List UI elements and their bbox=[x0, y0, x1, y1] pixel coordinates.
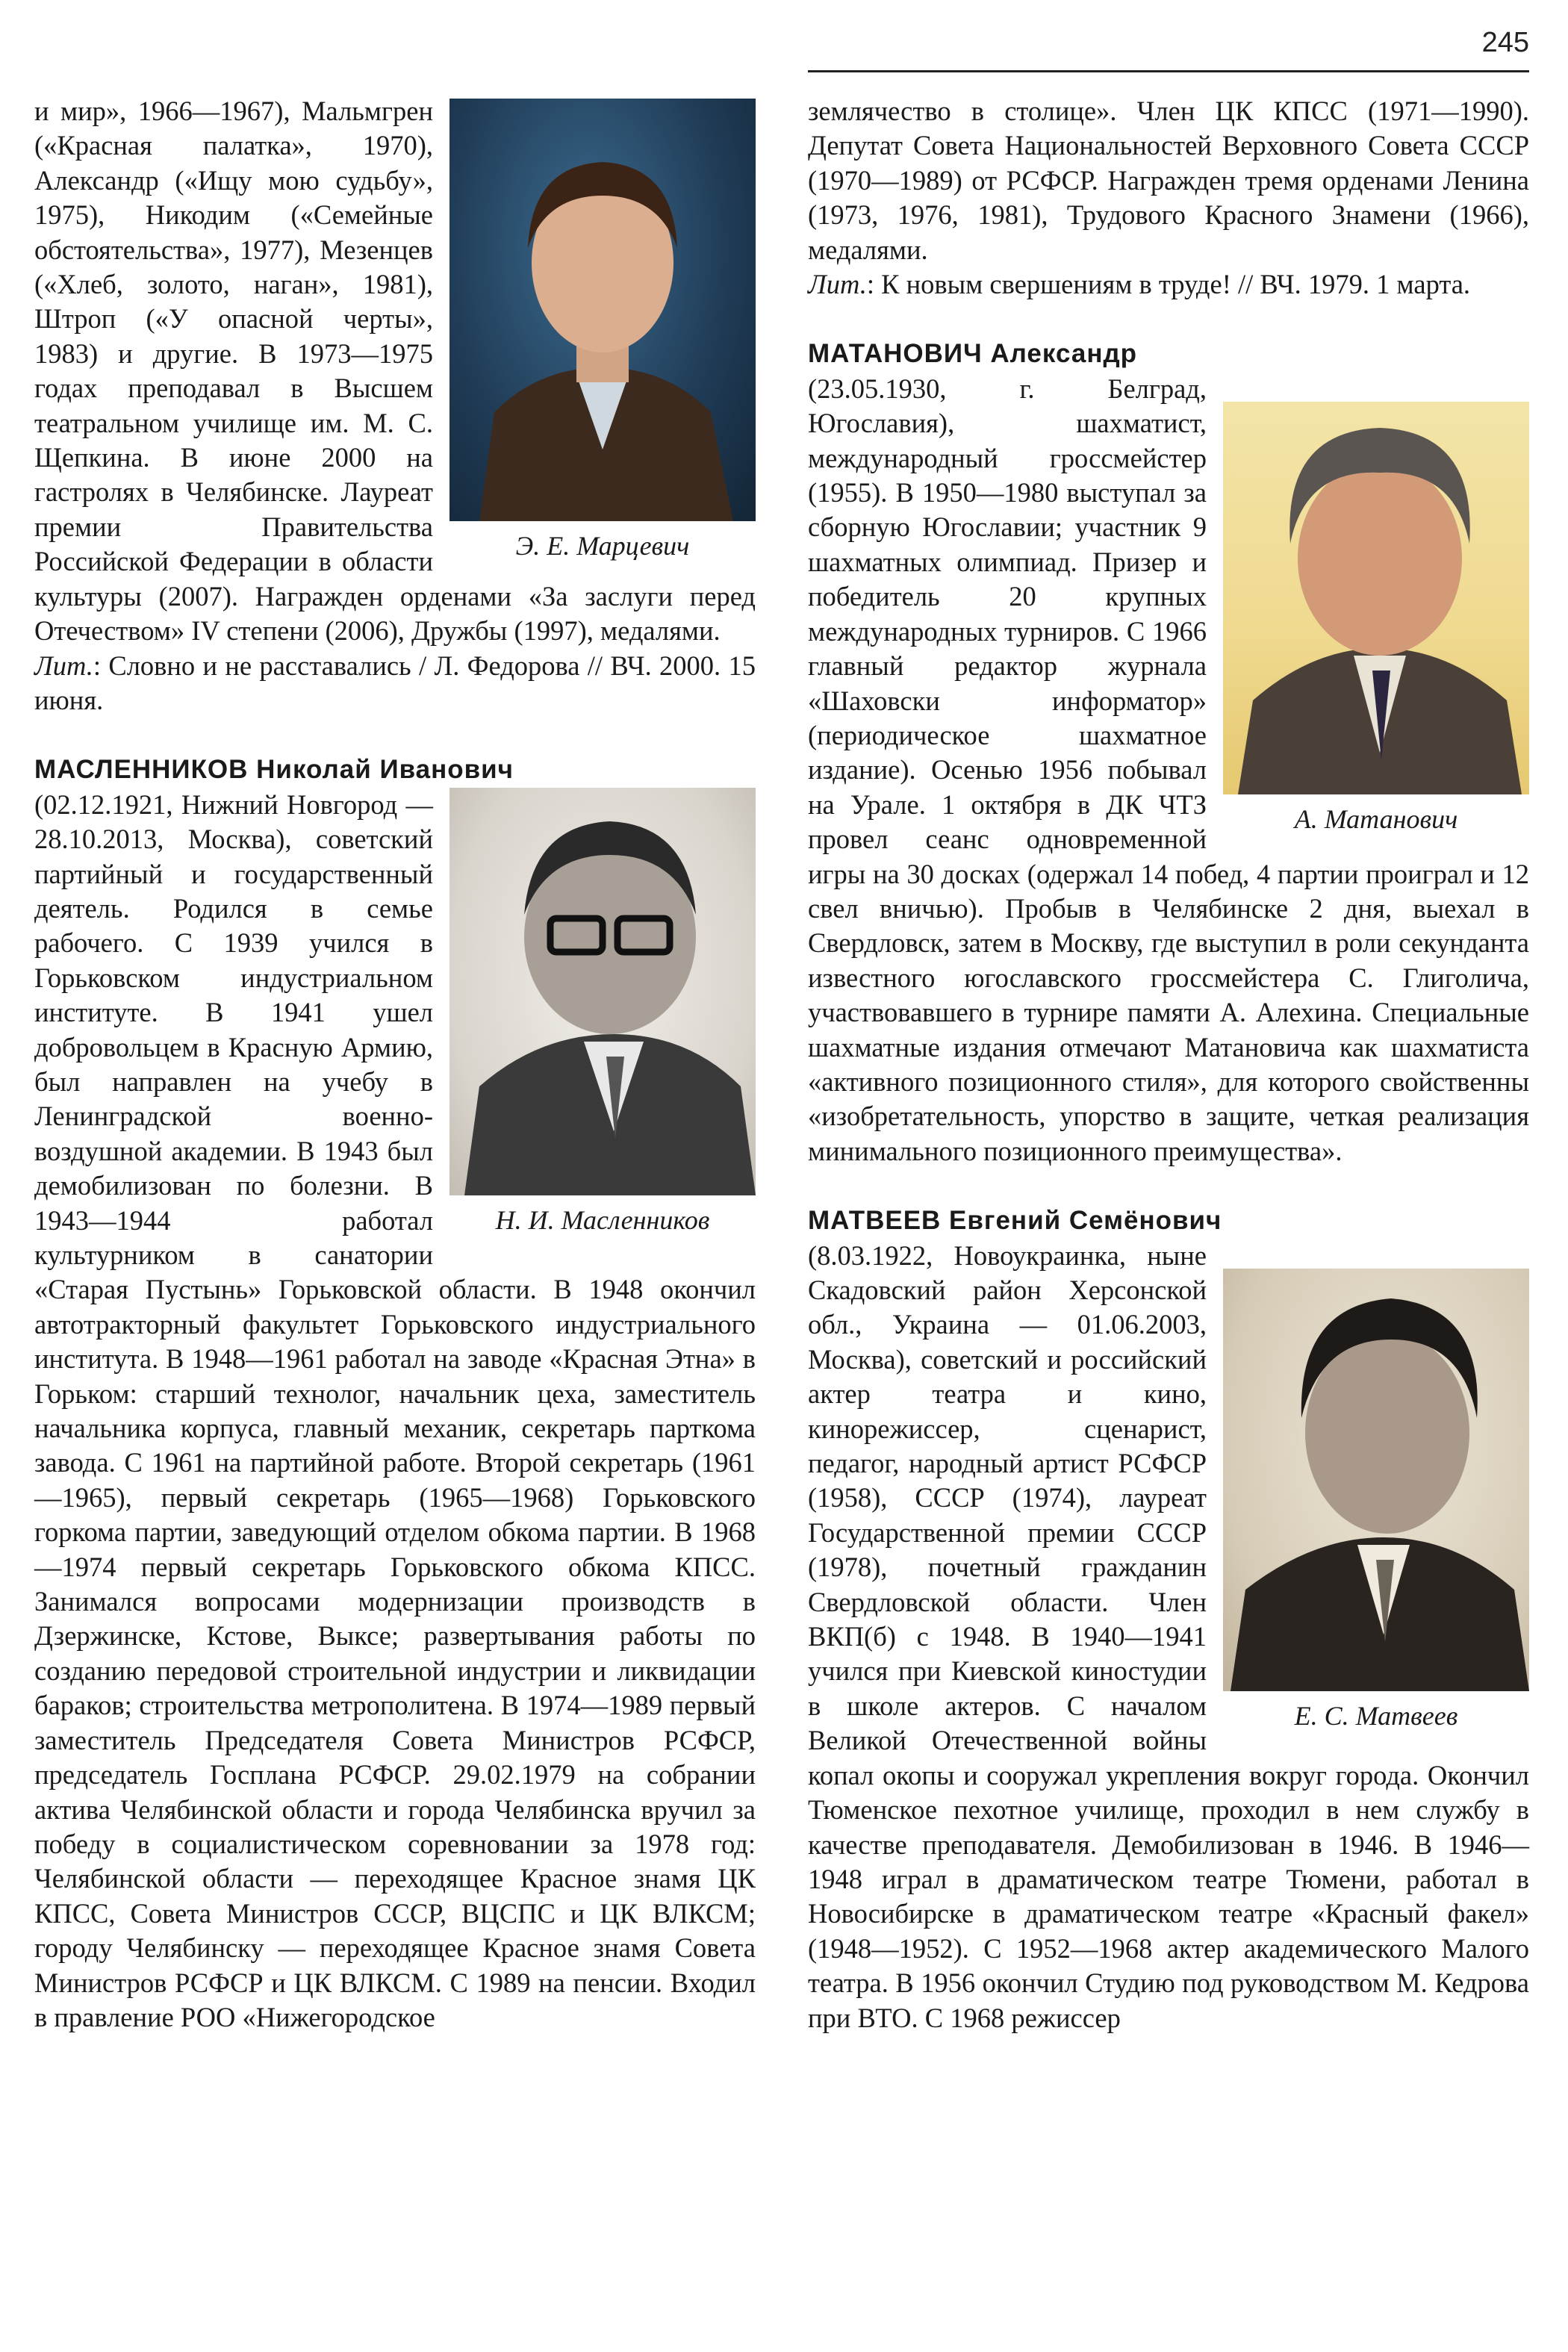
page-number: 245 bbox=[1481, 27, 1529, 58]
matanovich-heading-line bbox=[808, 336, 1529, 371]
caption-matveev: Е. С. Матвеев bbox=[1294, 1700, 1458, 1731]
header-rule bbox=[808, 70, 1529, 72]
right-column bbox=[808, 94, 1529, 2035]
caption-matanovich: А. Матанович bbox=[1294, 803, 1458, 834]
maslennikov-body: (02.12.1921, Нижний Новгород — 28.10.2013, Москва), советский партийный и государственный деятель. Родился в семье рабочего. С 1939 учился в Горьковском индустриальном институте. В 1941 ушел добровольцем в Красную Армию, был направлен на учебу в Ленинградской военно-воздушной академии. В 1943 был демобилизован по болезни. В 1943—1944 работал культурником в санатории «Старая Пустынь» Горьковской области. В 1948 окончил автотракторный факультет Горьковского индустриального института. В 1948—1961 работал на заводе «Красная Этна» в Горьком: старший технолог, начальник цеха, заместитель начальника корпуса, главный механик, секретарь парткома завода. С 1961 на партийной работе. Второй секретарь (1961—1965), первый секретарь (1965—1968) Горьковского горкома партии, заведующий отделом обкома партии. В 1968—1974 первый секретарь Горьковского обкома КПСС. Занимался вопросами модернизации производств в Дзержинске, Кстове, Выксе; развертывания работы по созданию передовой строительной индустрии и ликвидации бараков; строительства метрополитена. В 1974—1989 первый заместитель Председателя Совета Министров РСФСР, председатель Госплана РСФСР. 29.02.1979 на собрании актива Челябинской области и города Челябинска вручил за победу в социалистическом соревновании за 1978 год: Челябинской области — переходящее Красное знамя ЦК КПСС, Совета Министров СССР, ВЦСПС и ЦК ВЛКСМ; городу Челябинску — переходящее Красное знамя Совета Министров РСФСР и ЦК ВЛКСМ. С 1989 на пенсии. Входил в правление РОО «Нижегородское bbox=[34, 788, 756, 2032]
caption-maslennikov: Н. И. Масленников bbox=[495, 1204, 710, 1235]
portrait-photo-icon bbox=[1223, 402, 1529, 794]
portrait-photo-matveev bbox=[1223, 1269, 1529, 1691]
maslennikov-entry bbox=[34, 752, 756, 787]
entry-maslennikov bbox=[34, 752, 756, 2035]
portrait-photo-icon bbox=[1223, 1269, 1529, 1691]
portrait-photo-icon bbox=[449, 788, 756, 1195]
entry-heading: МАТАНОВИЧ Александр bbox=[808, 339, 1138, 369]
lit-text: : К новым свершениям в труде! // ВЧ. 1979. 1 марта. bbox=[866, 269, 1471, 300]
entry-heading: МАСЛЕННИКОВ Николай Иванович bbox=[34, 755, 514, 785]
matveev-body: (8.03.1922, Новоукраинка, ныне Скадовский район Херсонской обл., Украина — 01.06.2003, Москва), советский и российский актер театра и кино, кинорежиссер, сценарист, педагог, народный артист РСФСР (1958), СССР (1974), лауреат Государственной премии СССР (1978), почетный гражданин Свердловской области. Член ВКП(б) с 1948. В 1940—1941 учился при Киевской киностудии в школе актеров. С началом Великой Отечественной войны копал окопы и сооружал укрепления вокруг города. Окончил Тюменское пехотное училище, проходил в нем службу в качестве преподавателя. Демобилизован в 1946. В 1946—1948 играл в драматическом театре Тюмени, работал в Новосибирске в драматическом театре «Красный факел» (1948—1952). С 1952—1968 актер академического Малого театра. В 1956 окончил Студию под руководством М. Кедрова при ВТО. С 1968 режиссер bbox=[808, 1239, 1529, 2033]
portrait-photo-icon bbox=[449, 99, 756, 521]
figure-marcevich bbox=[449, 99, 756, 564]
maslennikov-entry-tail: землячество в столице». Член ЦК КПСС (1971—1990). Депутат Совета Национальностей Верховного Совета СССР (1970—1989) от РСФСР. Награжден тремя орденами Ленина (1973, 1976, 1981), Трудового Красного Знамени (1966), медалями. bbox=[808, 96, 1529, 265]
entry-heading: МАТВЕЕВ Евгений Семёнович bbox=[808, 1206, 1222, 1236]
entry-matveev bbox=[808, 1203, 1529, 2035]
lit-label: Лит. bbox=[808, 269, 867, 300]
entry-matanovich bbox=[808, 336, 1529, 1169]
portrait-photo-maslennikov bbox=[449, 788, 756, 1195]
lit-label: Лит. bbox=[34, 650, 93, 681]
portrait-photo-matanovich bbox=[1223, 402, 1529, 794]
caption-marcevich: Э. Е. Марцевич bbox=[515, 531, 690, 561]
figure-maslennikov bbox=[449, 788, 756, 1239]
matveev-heading-line bbox=[808, 1203, 1529, 1238]
marcevich-entry-tail: и мир», 1966—1967), Мальмгрен («Красная палатка», 1970), Александр («Ищу мою судьбу», 1975), Никодим («Семейные обстоятельства», 1977), Мезенцев («Хлеб, золото, наган», 1981), Штроп («У опасной черты», 1983) и другие. В 1973—1975 годах преподавал в Высшем театральном училище им. М. С. Щепкина. В июне 2000 на гастролях в Челябинске. Лауреат премии Правительства Российской Федерации в области культуры (2007). Награжден орденами «За заслуги перед Отечеством» IV степени (2006), Дружбы (1997), медалями. bbox=[34, 96, 756, 647]
figure-matveev bbox=[1223, 1269, 1529, 1735]
matanovich-body: (23.05.1930, г. Белград, Югославия), шахматист, международный гроссмейстер (1955). В 1950—1980 выступал за сборную Югославии; участник 9 шахматных олимпиад. Призер и победитель 20 крупных международных турниров. С 1966 главный редактор журнала «Шаховски информатор» (периодическое шахматное издание). Осенью 1956 побывал на Урале. 1 октября в ДК ЧТЗ провел сеанс одновременной игры на 30 досках (одержал 14 побед, 4 партии проиграл и 12 свел вничью). Пробыв в Челябинске 2 дня, выехал в Свердловск, затем в Москву, где выступил в роли секунданта известного югославского гроссмейстера С. Глиголича, участвовавшего в турнире памяти А. Алехина. Специальные шахматные издания отмечают Матановича как шахматиста «активного позиционного стиля», для которого свойственны «изобретательность, упорство в защите, четкая реализация минимального позиционного преимущества». bbox=[808, 373, 1529, 1166]
portrait-photo-marcevich bbox=[449, 99, 756, 521]
maslennikov-literature bbox=[808, 267, 1529, 302]
figure-matanovich bbox=[1223, 402, 1529, 838]
marcevich-literature bbox=[34, 649, 756, 718]
left-column bbox=[34, 94, 756, 2035]
lit-text: : Словно и не расставались / Л. Федорова // ВЧ. 2000. 15 июня. bbox=[34, 650, 756, 715]
